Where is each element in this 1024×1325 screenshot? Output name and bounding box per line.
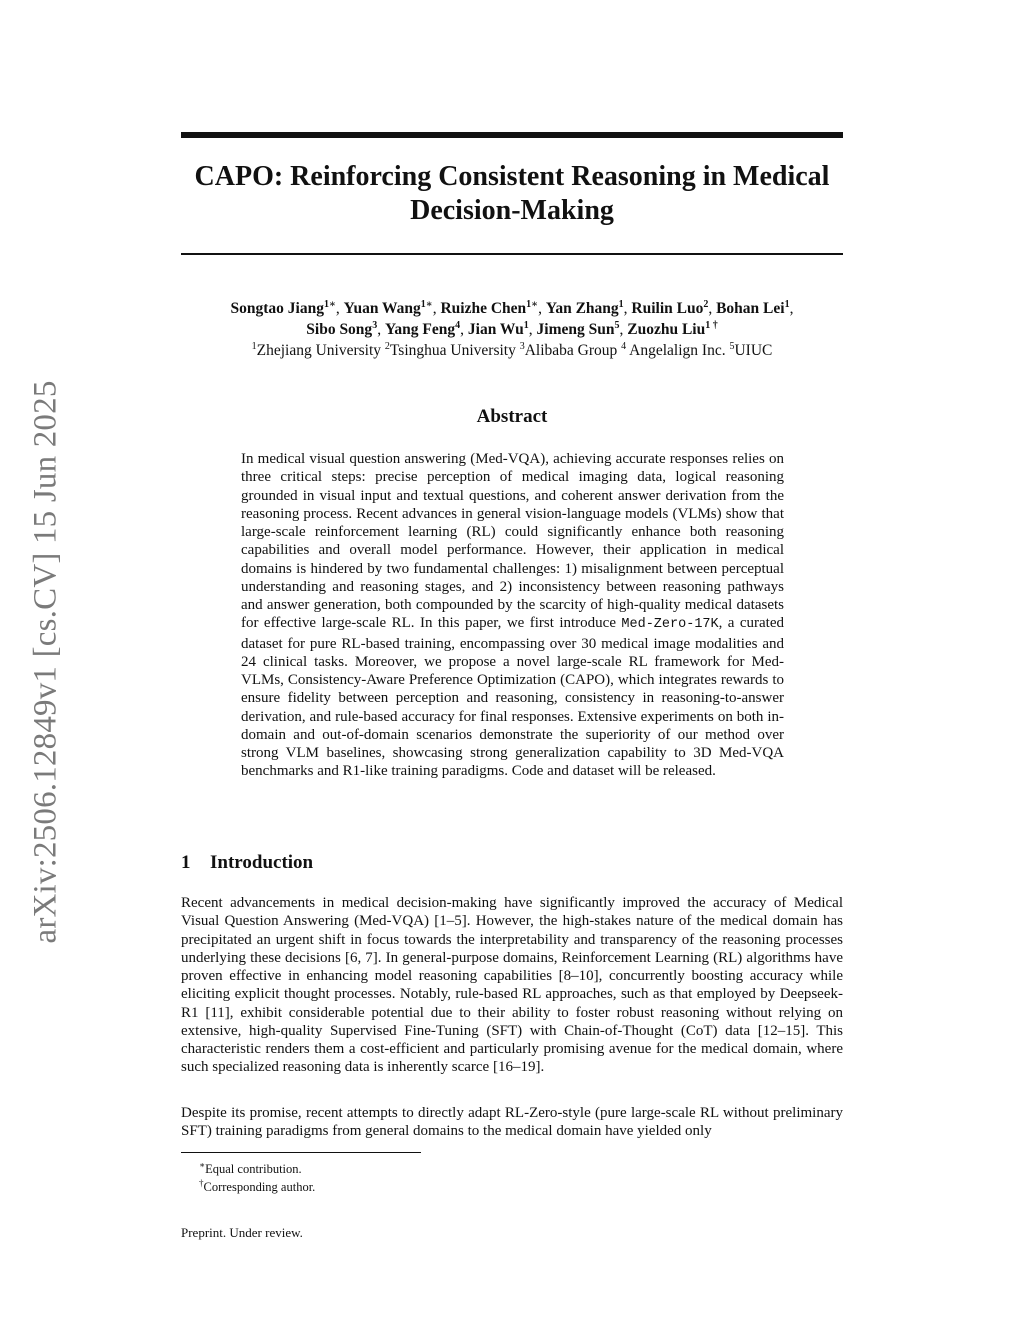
affiliation: $^1$Zhejiang University xyxy=(251,340,382,359)
author-line-2: Sibo Song$^3$, Yang Feng$^4$, Jian Wu$^1$, Jimeng Sun$^5$, Zuozhu Liu$^{1 \dagger}$ xyxy=(306,319,718,338)
author-line-1: Songtao Jiang$^{1∗}$, Yuan Wang$^{1∗}$, Ruizhe Chen$^{1∗}$, Yan Zhang$^1$, Ruilin Luo$^2$, Bohan Lei$^1$, xyxy=(230,298,794,317)
author: Bohan Lei$^1$ xyxy=(716,298,790,317)
affiliation: $^4$ Angelalign Inc. xyxy=(621,340,726,359)
author: Sibo Song$^3$ xyxy=(306,319,378,338)
author: Jimeng Sun$^5$ xyxy=(536,319,620,338)
author: Ruizhe Chen$^{1∗}$ xyxy=(440,298,539,317)
author: Songtao Jiang$^{1∗}$ xyxy=(230,298,336,317)
section-title: Introduction xyxy=(210,852,314,873)
paper-title: CAPO: Reinforcing Consistent Reasoning in Medical Decision-Making xyxy=(194,161,830,226)
intro-paragraph: Despite its promise, recent attempts to directly adapt RL-Zero-style (pure large-scale RL without preliminary SFT) training paradigms from general domains to the medical domain have yielded only xyxy=(181,1105,843,1140)
intro-paragraph: Recent advancements in medical decision-making have significantly improved the accuracy of Medical Visual Question Answering (Med-VQA) [1–5]. However, the high-stakes nature of the medical domain has precipitated an urgent shift in focus towards the interpretability and transparency of the reasoning processes underlying these decisions [6, 7]. In general-purpose domains, Reinforcement Learning (RL) algorithms have proven effective in enhancing model reasoning capabilities [8–10], concurrently boosting accuracy while eliciting explicit thought processes. Notably, rule-based RL approaches, such as that employed by Deepseek-R1 [11], exhibit considerable potential due to their ability to foster robust reasoning without relying on extensive, high-quality Supervised Fine-Tuning (SFT) with Chain-of-Thought (CoT) data [12–15]. This characteristic renders them a cost-efficient and particularly promising avenue for the medical domain, where such specialized reasoning data is inherently scarce [16–19]. xyxy=(181,895,843,1076)
section-number: 1 xyxy=(181,852,191,873)
preprint-notice: Preprint. Under review. xyxy=(181,1225,303,1240)
affiliations xyxy=(181,340,843,361)
footnote: †Corresponding author. xyxy=(199,1178,316,1195)
abstract-text: In medical visual question answering (Med-VQA), achieving accurate responses relies on three critical steps: precise perception of medical imaging data, logical reasoning grounded in visual input and textual questions, and coherent answer derivation from the reasoning process. Recent advances in general vision-language models (VLMs) show that large-scale reinforcement learning (RL) could significantly enhance both reasoning capabilities and overall model performance. However, their application in medical domains is hindered by two fundamental challenges: 1) misalignment between perceptual understanding and reasoning stages, and 2) inconsistency between reasoning pathways and answer generation, both compounded by the scarcity of high-quality medical datasets for effective large-scale RL. In this paper, we first introduce Med-Zero-17K, a curated dataset for pure RL-based training, encompassing over 30 medical image modalities and 24 clinical tasks. Moreover, we propose a novel large-scale RL framework for Med-VLMs, Consistency-Aware Preference Optimization (CAPO), which integrates rewards to ensure fidelity between perception and reasoning, consistency in reasoning-to-answer derivation, and rule-based accuracy for final responses. Extensive experiments on both in-domain and out-of-domain scenarios demonstrate the superiority of our method over strong VLM baselines, showcasing strong generalization capability to 3D Med-VQA benchmarks and R1-like training paradigms. Code and dataset will be released. xyxy=(241,451,785,780)
section-heading xyxy=(181,852,313,874)
arxiv-identifier: arXiv:2506.12849v1 [cs.CV] 15 Jun 2025 xyxy=(27,380,64,944)
title-rule-top xyxy=(181,132,843,138)
author: Yuan Wang$^{1∗}$ xyxy=(343,298,433,317)
author-block xyxy=(181,298,843,361)
affiliation: $^2$Tsinghua University xyxy=(384,340,516,359)
footnote: ∗Equal contribution. xyxy=(199,1160,302,1177)
author: Jian Wu$^1$ xyxy=(467,319,529,338)
author: Zuozhu Liu$^{1 \dagger}$ xyxy=(627,319,718,338)
abstract-heading: Abstract xyxy=(476,406,548,427)
author: Yang Feng$^4$ xyxy=(384,319,461,338)
title-rule-bottom xyxy=(181,253,843,255)
author: Yan Zhang$^1$ xyxy=(545,298,624,317)
footnote-rule xyxy=(181,1152,421,1153)
affiliation: $^3$Alibaba Group xyxy=(519,340,618,359)
dataset-name: Med-Zero-17K xyxy=(621,617,719,633)
author: Ruilin Luo$^2$ xyxy=(631,298,709,317)
affiliation: $^5$UIUC xyxy=(729,340,773,359)
